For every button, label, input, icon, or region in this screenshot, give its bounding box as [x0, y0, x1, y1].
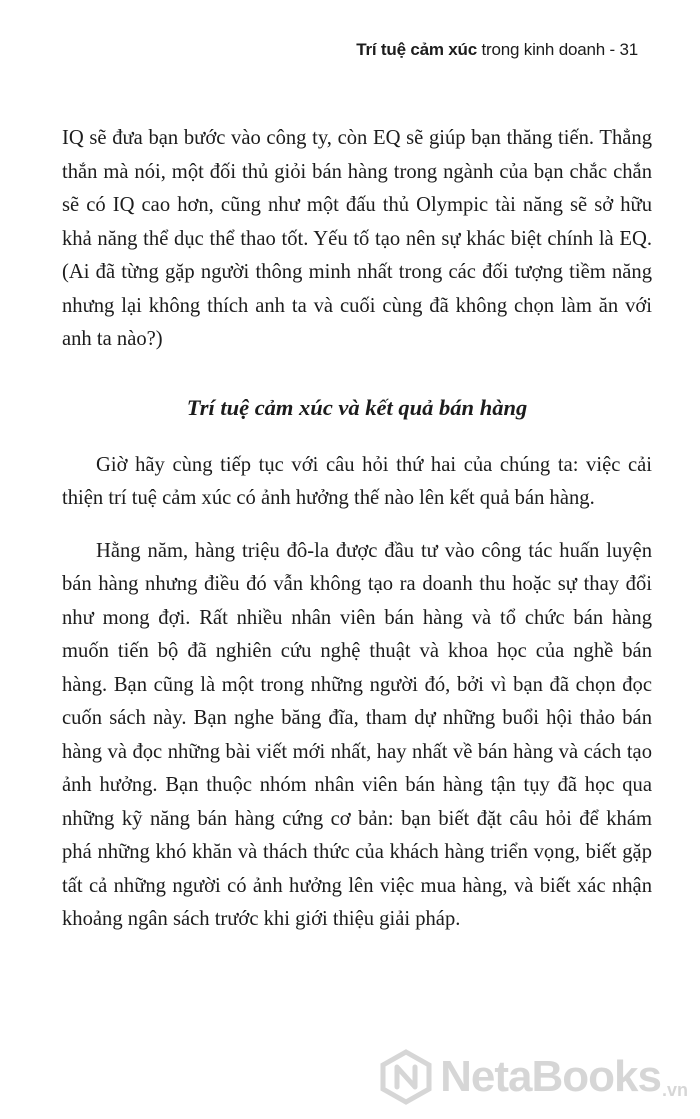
paragraph-1: IQ sẽ đưa bạn bước vào công ty, còn EQ sẽ giúp bạn thăng tiến. Thẳng thắn mà nói, một đối thủ giỏi bán hàng trong ngành của bạn chắc chắn sẽ có IQ cao hơn, cũng như một đấu thủ Olympic tài năng sẽ sở hữu khả năng thể dục thể thao tốt. Yếu tố tạo nên sự khác biệt chính là EQ. (Ai đã từng gặp người thông minh nhất trong các đối tượng tiềm năng nhưng lại không thích anh ta và cuối cùng đã không chọn làm ăn với anh ta nào?) — [62, 127, 652, 350]
paragraph-2: Giờ hãy cùng tiếp tục với câu hỏi thứ hai của chúng ta: việc cải thiện trí tuệ cảm xúc có ảnh hưởng thế nào lên kết quả bán hàng. — [62, 453, 652, 509]
netabooks-logo-icon — [378, 1049, 434, 1105]
header-book-title-rest: trong kinh doanh - — [477, 40, 620, 59]
running-header — [356, 40, 638, 60]
watermark-suffix: .vn — [661, 1080, 688, 1100]
watermark — [378, 1049, 688, 1105]
page-content — [62, 122, 652, 937]
section-heading: Trí tuệ cảm xúc và kết quả bán hàng — [186, 394, 528, 420]
paragraph-spacer — [62, 516, 652, 535]
paragraph-3: Hằng năm, hàng triệu đô-la được đầu tư vào công tác huấn luyện bán hàng nhưng điều đó vẫn không tạo ra doanh thu hoặc sự thay đổi như mong đợi. Rất nhiều nhân viên bán hàng và tổ chức bán hàng muốn tiến bộ đã nghiên cứu nghệ thuật và khoa học của nghề bán hàng. Bạn cũng là một trong những người đó, bởi vì bạn đã chọn đọc cuốn sách này. Bạn nghe băng đĩa, tham dự những buổi hội thảo bán hàng và đọc những bài viết mới nhất, hay nhất về bán hàng và cách tạo ảnh hưởng. Bạn thuộc nhóm nhân viên bán hàng tận tụy đã học qua những kỹ năng bán hàng cứng cơ bản: bạn biết đặt câu hỏi để khám phá những khó khăn và thách thức của khách hàng triển vọng, biết gặp tất cả những người có ảnh hưởng lên việc mua hàng, và biết xác nhận khoảng ngân sách trước khi giới thiệu giải pháp. — [62, 539, 652, 930]
watermark-text: NetaBooks — [440, 1052, 661, 1101]
page-number: 31 — [619, 40, 638, 59]
header-book-title-bold: Trí tuệ cảm xúc — [356, 40, 477, 59]
